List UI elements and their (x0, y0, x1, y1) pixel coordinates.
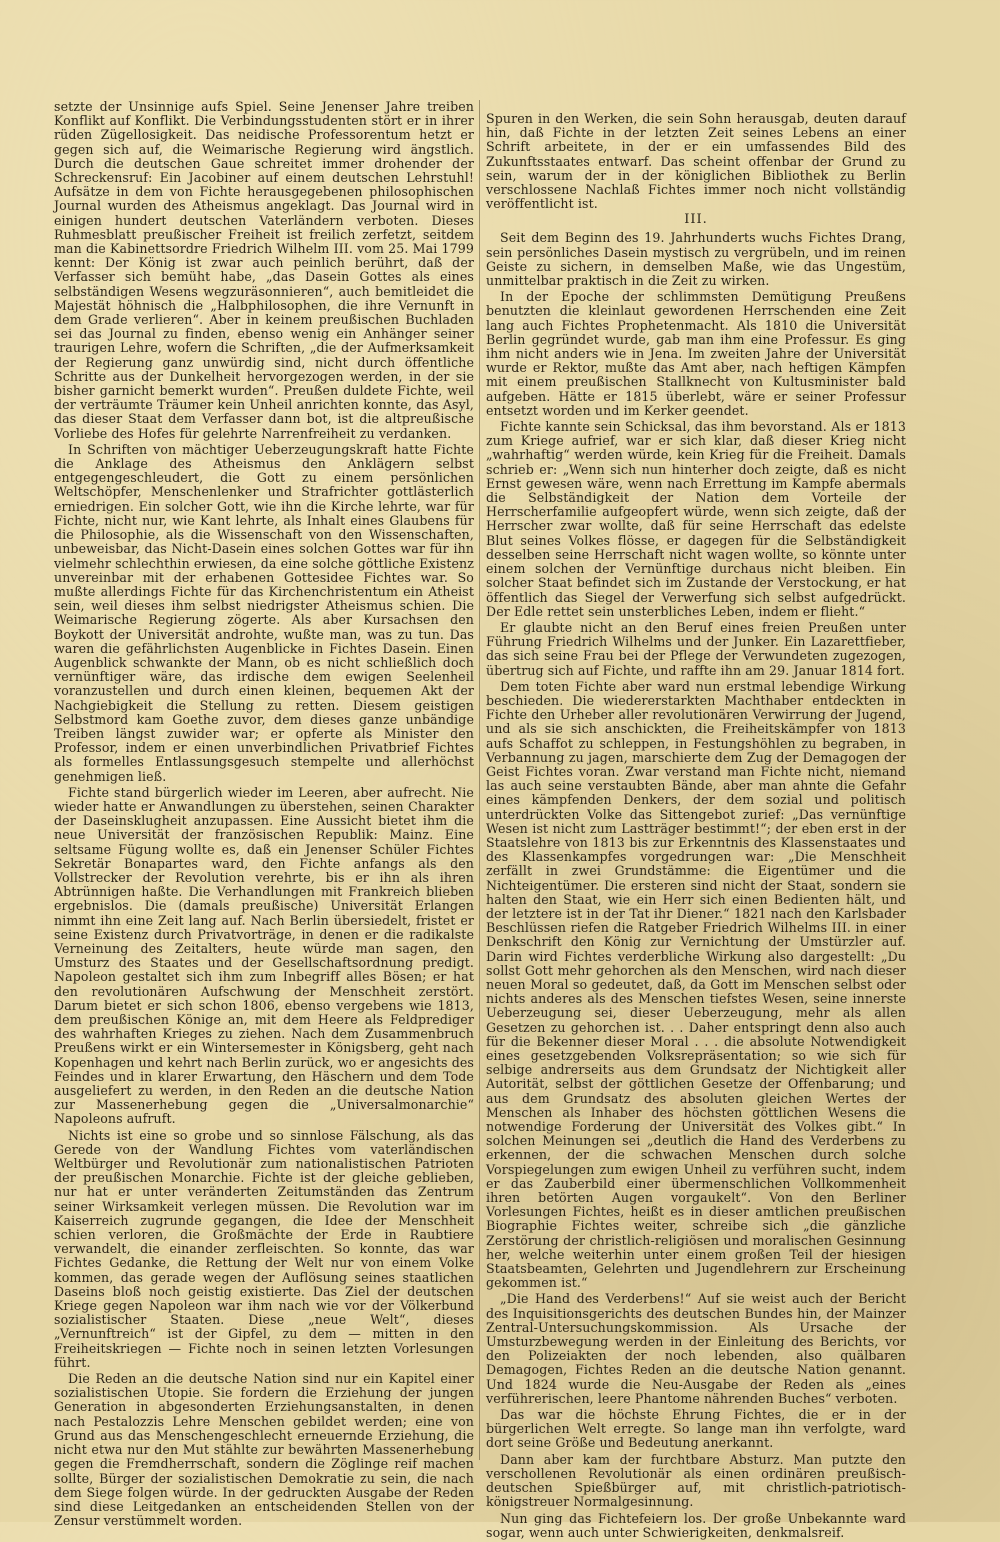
left-column (54, 100, 474, 1530)
paragraph: Nun ging das Fichtefeiern los. Der große Unbekannte ward sogar, wenn auch unter Schwierigkeiten, denkmalsreif. (486, 1510, 906, 1540)
paragraph: Nichts ist eine so grobe und so sinnlose Fälschung, als das Gerede von der Wandlung Fichtes vom vaterländischen Weltbürger und Revolutionär zum nationalistischen Patrioten der preußischen Monarchie. Fichte ist der gleiche geblieben, nur hat er unter veränderten Zeitumständen das Zentrum seiner Wirksamkeit verlegen müssen. Die Revolution war im Kaiserreich zugrunde gegangen, die Idee der Menschheit schien verloren, die Großmächte der Erde in Raubtiere verwandelt, die einander zerfleischten. So konnte, das war Fichtes Gedanke, die Rettung der Welt nur von einem Volke kommen, das gerade wegen der Auflösung seines staatlichen Daseins bloß noch geistig existierte. Das Ziel der deutschen Kriege gegen Napoleon war ihm nach wie vor der Völkerbund sozialistischer Staaten. Diese „neue Welt“, dieses „Vernunftreich“ ist der Gipfel, zu dem — mitten in den Freiheitskriegen — Fichte noch in seinen letzten Vorlesungen führt. (54, 1127, 474, 1370)
column-divider (479, 100, 480, 1460)
paragraph: Das war die höchste Ehrung Fichtes, die er in der bürgerlichen Welt erregte. So lange man ihn verfolgte, ward dort seine Größe und Bedeutung anerkannt. (486, 1407, 906, 1451)
paragraph: In der Epoche der schlimmsten Demütigung Preußens benutzten die kleinlaut gewordenen Herrschenden eine Zeit lang auch Fichtes Prophetenmacht. Als 1810 die Universität Berlin gegründet wurde, gab man ihm eine Professur. Es ging ihm nicht anders wie in Jena. Im zweiten Jahre der Universität wurde er Rektor, mußte das Amt aber, nach heftigen Kämpfen mit einem preußischen Stallknecht von Kultusminister bald aufgeben. Hätte er 1815 überlebt, wäre er seiner Professur entsetzt worden und im Kerker geendet. (486, 289, 906, 418)
paragraph: setzte der Unsinnige aufs Spiel. Seine Jenenser Jahre treiben Konflikt auf Konflikt. Die Verbindungsstudenten stört er in ihrer rüden Zügellosigkeit. Das neidische Professorentum hetzt er gegen sich auf, die Weimarische Regierung wird ängstlich. Durch die deutschen Gaue schreitet immer drohender der Schreckensruf: Ein Jacobiner auf einem deutschen Lehrstuhl! Aufsätze in dem von Fichte herausgegebenen philosophischen Journal wurden des Atheismus angeklagt. Das Journal wird in einigen hundert deutschen Vaterländern verboten. Dieses Ruhmesblatt preußischer Freiheit ist freilich zerfetzt, seitdem man die Kabinettsordre Friedrich Wilhelm III. vom 25. Mai 1799 kennt: Der König ist zwar auch peinlich berührt, daß der Verfasser sich bemüht habe, „das Dasein Gottes als eines selbständigen Wesens wegzuräsonnieren“, auch bemitleidet die Majestät höhnisch die „Halbphilosophen, die ihre Vernunft in dem Grade verlieren“. Aber in keinem preußischen Buchladen sei das Journal zu finden, ebenso wenig ein Anhänger seiner traurigen Lehre, wofern die Schriften, „die der Aufmerksamkeit der Regierung ganz unwürdig sind, nicht durch öffentliche Schritte aus der Dunkelheit hervorgezogen werden, in der sie bisher garnicht bemerkt wurden“. Preußen duldete Fichte, weil der verträumte Träumer kein Unheil anrichten konnte, das Asyl, das dieser Staat dem Verfasser dann bot, ist die altpreußische Vorliebe des Hofes für gelehrte Narrenfreiheit zu verdanken. (54, 99, 474, 441)
paragraph: Dann aber kam der furchtbare Absturz. Man putzte den verschollenen Revolutionär als einen ordinären preußisch-deutschen Spießbürger auf, mit christlich-patriotisch-königstreuer Normalgesinnung. (486, 1451, 906, 1510)
paragraph: „Die Hand des Verderbens!“ Auf sie weist auch der Bericht des Inquisitionsgerichts des deutschen Bundes hin, der Mainzer Zentral-Untersuchungskommission. Als Ursache der Umsturzbewegung werden in der Einleitung des Berichts, vor den Polizeiakten der noch lebenden, also quälbaren Demagogen, Fichtes Reden an die deutsche Nation genannt. Und 1824 wurde die Neu-Ausgabe der Reden als „eines verführerischen, leere Phantome nährenden Buches“ verboten. (486, 1291, 906, 1406)
paragraph: Die Reden an die deutsche Nation sind nur ein Kapitel einer sozialistischen Utopie. Sie fordern die Erziehung der jungen Generation in abgesonderten Erziehungsanstalten, in denen nach Pestalozzis Lehre Menschen gebildet werden; eine von Grund aus das Menschengeschlecht erneuernde Erziehung, die nicht etwa nur den Mut stählte zur bewährten Massenerhebung gegen die Fremdherrschaft, sondern die Zöglinge reif machen sollte, Bürger der sozialistischen Demokratie zu sein, die nach dem Siege folgen würde. In der gedruckten Ausgabe der Reden sind diese Leitgedanken an entscheidenden Stellen von der Zensur verstümmelt worden. (54, 1371, 474, 1529)
section-heading: III. (684, 212, 708, 228)
paragraph: Fichte kannte sein Schicksal, das ihm bevorstand. Als er 1813 zum Kriege aufrief, war er sich klar, daß dieser Krieg nicht „wahrhaftig“ werden würde, kein Krieg für die Freiheit. Damals schrieb er: „Wenn sich nun hinterher doch zeigte, daß es nicht Ernst gewesen wäre, wenn nach Errettung im Kampfe abermals die Selbständigkeit der Nation dem Vorteile der Herrscherfamilie aufgeopfert würde, wenn sich zeigte, daß der Herrscher zwar wollte, daß für seine Herrschaft das edelste Blut seines Volkes flösse, er dagegen für die Selbständigkeit desselben seine Herrschaft nicht wagen wollte, so könnte unter einem solchen der Vernünftige durchaus nicht bleiben. Ein solcher Staat befindet sich im Zustande der Verstockung, er hat öffentlich das Siegel der Verwerfung sich selbst aufgedrückt. Der Edle rettet sein unsterbliches Leben, indem er flieht.“ (486, 419, 906, 619)
paragraph: In Schriften von mächtiger Ueberzeugungskraft hatte Fichte die Anklage des Atheismus den Anklägern selbst entgegengeschleudert, die Gott zu einem persönlichen Weltschöpfer, Menschenlenker und Strafrichter gottlästerlich erniedrigen. Ein solcher Gott, wie ihn die Kirche lehrte, war für Fichte, nicht nur, wie Kant lehrte, als Inhalt eines Glaubens für die Philosophie, als die Wissenschaft von den Wissenschaften, unbeweisbar, das Nicht-Dasein eines solchen Gottes war für ihn vielmehr schlechthin erwiesen, da eine solche göttliche Existenz unvereinbar mit der erhabenen Gottesidee Fichtes war. So mußte allerdings Fichte für das Kirchenchristentum ein Atheist sein, weil dieses ihm selbst niedrigster Atheismus schien. Die Weimarische Regierung zögerte. Als aber Kursachsen den Boykott der Universität androhte, wußte man, was zu tun. Das waren die gefährlichsten Augenblicke in Fichtes Dasein. Einen Augenblick schwankte der Mann, ob es nicht schließlich doch vernünftiger wäre, das irdische dem ewigen Seelenheil voranzustellen und durch einen kleinen, bequemen Akt der Nachgiebigkeit die Stellung zu retten. Diesem geistigen Selbstmord kam Goethe zuvor, dem dieses ganze unbändige Treiben längst zuwider war; er opferte als Minister den Professor, indem er einen unverbindlichen Privatbrief Fichtes als formelles Entlassungsgesuch stempelte und allerhöchst genehmigen ließ. (54, 441, 474, 784)
paragraph: Seit dem Beginn des 19. Jahrhunderts wuchs Fichtes Drang, sein persönliches Dasein mystisch zu vergrübeln, und im reinen Geiste zu sichern, in demselben Maße, wie das Ungestüm, unmittelbar praktisch in die Zeit zu wirken. (486, 230, 906, 289)
paragraph: Er glaubte nicht an den Beruf eines freien Preußen unter Führung Friedrich Wilhelms und der Junker. Ein Lazarettfieber, das sich seine Frau bei der Pflege der Verwundeten zugezogen, übertrug sich auf Fichte, und raffte ihn am 29. Januar 1814 fort. (486, 619, 906, 678)
paragraph: Fichte stand bürgerlich wieder im Leeren, aber aufrecht. Nie wieder hatte er Anwandlungen zu überstehen, seinen Charakter der Daseinsklugheit anzupassen. Eine Aussicht bietet ihm die neue Universität der französischen Republik: Mainz. Eine seltsame Fügung wollte es, daß ein Jenenser Schüler Fichtes Sekretär Bonapartes ward, den Fichte anfangs als den Vollstrecker der Revolution verehrte, bis er ihn als ihren Abtrünnigen haßte. Die Verhandlungen mit Frankreich blieben ergebnislos. Die (damals preußische) Universität Erlangen nimmt ihn eine Zeit lang auf. Nach Berlin übersiedelt, fristet er seine Existenz durch Privatvorträge, in denen er die radikalste Verneinung des Zeitalters, heute würde man sagen, den Umsturz des Staates und der Gesellschaftsordnung predigt. Napoleon gestaltet sich ihm zum Inbegriff alles Bösen; er hat den revolutionären Aufschwung der Menschheit zerstört. Darum bietet er sich schon 1806, ebenso vergebens wie 1813, dem preußischen Könige an, mit dem Heere als Feldprediger des wahrhaften Krieges zu ziehen. Nach dem Zusammenbruch Preußens wirkt er ein Wintersemester in Königsberg, geht nach Kopenhagen und kehrt nach Berlin zurück, wo er angesichts des Feindes und in klarer Erwartung, den Häschern und dem Tode ausgeliefert zu werden, in den Reden an die deutsche Nation zur Massenerhebung gegen die „Universalmonarchie“ Napoleons aufruft. (54, 784, 474, 1127)
paragraph: Spuren in den Werken, die sein Sohn herausgab, deuten darauf hin, daß Fichte in der letzten Zeit seines Lebens an einer Schrift arbeitete, in der er ein umfassendes Bild des Zukunftsstaates entwarf. Das scheint offenbar der Grund zu sein, warum der in der königlichen Bibliothek zu Berlin verschlossene Nachlaß Fichtes immer noch nicht vollständig veröffentlicht ist. (486, 111, 906, 212)
paragraph: Dem toten Fichte aber ward nun erstmal lebendige Wirkung beschieden. Die wiedererstarkten Machthaber entdeckten in Fichte den Urheber aller revolutionären Verwirrung der Jugend, und als sie sich anschickten, die Freiheitskämpfer von 1813 aufs Schaffot zu schleppen, in Festungshöhlen zu begraben, in Verbannung zu jagen, marschierte dem Zug der Demagogen der Geist Fichtes voran. Zwar verstand man Fichte nicht, niemand las auch seine verstaubten Bände, aber man ahnte die Gefahr eines kämpfenden Denkers, der dem sozial und politisch unterdrückten Volke das Sittengebot zurief: „Das vernünftige Wesen ist nicht zum Lastträger bestimmt!“; der eben erst in der Staatslehre von 1813 bis zur Erkenntnis des Klassenstaates und des Klassenkampfes vorgedrungen war: „Die Menschheit zerfällt in zwei Grundstämme: die Eigentümer und die Nichteigentümer. Die ersteren sind nicht der Staat, sondern sie halten den Staat, wie ein Herr sich einen Bedienten hält, und der letztere ist in der Tat ihr Diener.“ 1821 nach den Karlsbader Beschlüssen riefen die Ratgeber Friedrich Wilhelms III. in einer Denkschrift den König zur Vernichtung der Umstürzler auf. Darin wird Fichtes verderbliche Wirkung also dargestellt: „Du sollst Gott mehr gehorchen als den Menschen, wird nach dieser neuen Moral so gedeutet, daß, da Gott im Menschen selbst oder nichts anderes als des Menschen tiefstes Wesen, seine innerste Ueberzeugung sei, dieser Ueberzeugung, mehr als allen Gesetzen zu gehorchen ist. . . Daher entspringt denn also auch für die Bekenner dieser Moral . . . die absolute Notwendigkeit eines gesetzgebenden Volksrepräsentation; so wie sich für selbige andrerseits aus dem Grundsatz der Nichtigkeit aller Autorität, selbst der göttlichen Gesetze der Offenbarung; und aus dem Grundsatz des absoluten gleichen Wertes der Menschen als Inhaber des höchsten göttlichen Wesens die notwendige Forderung der Universität des Volkes gibt.“ In solchen Meinungen sei „deutlich die Hand des Verderbens zu erkennen, der die schwachen Menschen durch solche Vorspiegelungen zum ewigen Unheil zu verführen sucht, indem er das Zauberbild einer übermenschlichen Vollkommenheit ihren betörten Augen vorgaukelt“. Von den Berliner Vorlesungen Fichtes, heißt es in dieser amtlichen preußischen Biographie Fichtes weiter, schreibe sich „die gänzliche Zerstörung der christlich-religiösen und moralischen Gesinnung her, welche weiterhin unter einem großen Teil der hiesigen Staatsbeamten, Gelehrten und Jugendlehrern zur Erscheinung gekommen ist.“ (486, 678, 906, 1291)
right-column (486, 112, 906, 1542)
